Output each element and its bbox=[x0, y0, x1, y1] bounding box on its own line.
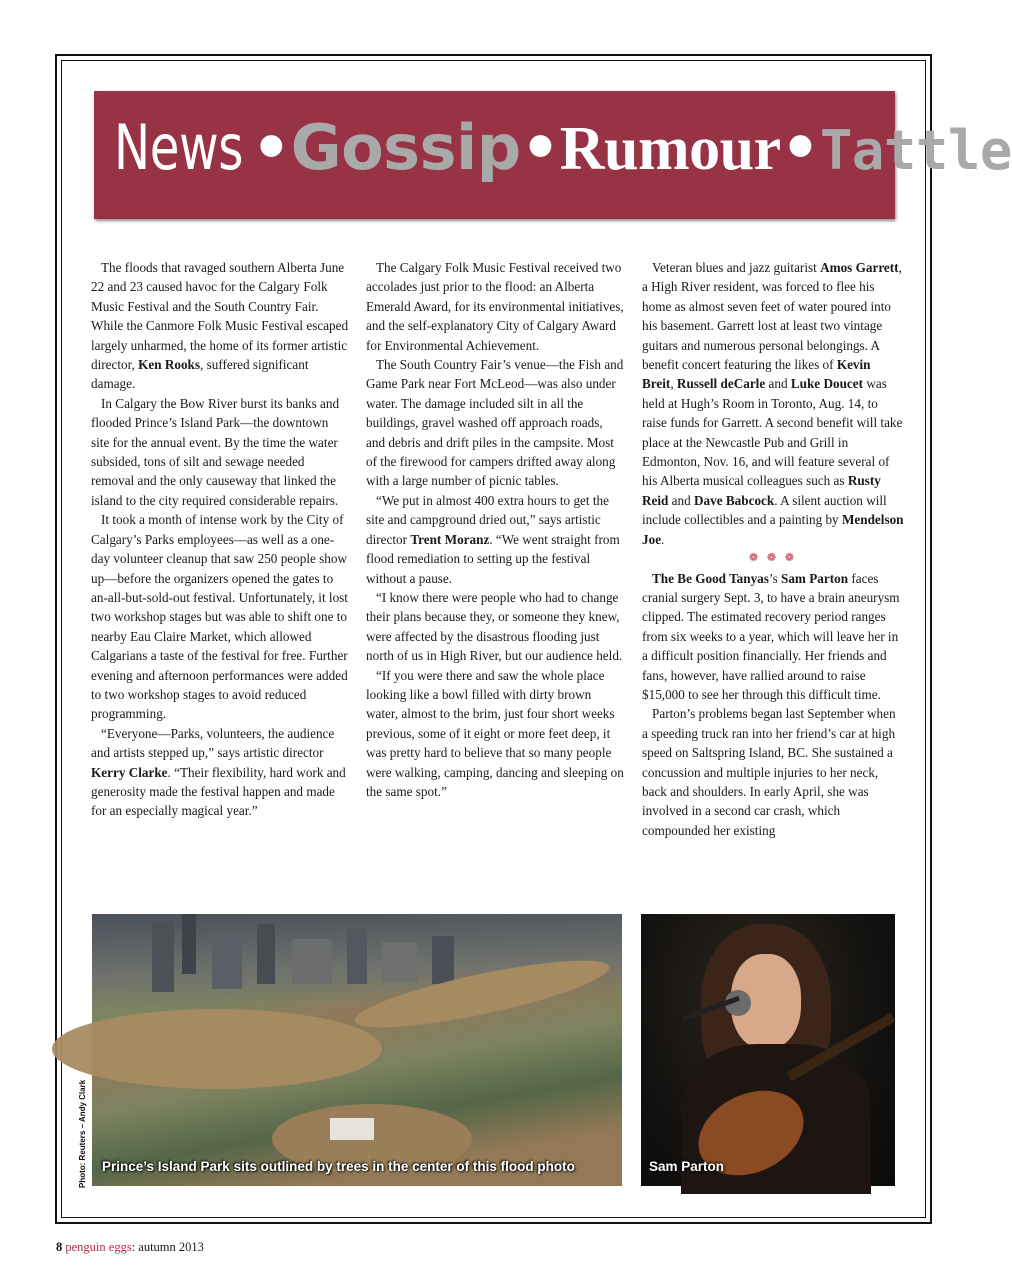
text: . “We went straight from flood remediation to setting up the festival without a pause. bbox=[366, 531, 620, 586]
article-column-3 bbox=[642, 258, 904, 840]
banner-dot: • bbox=[251, 111, 291, 184]
text: “We put in almost 400 extra hours to get the site and campground dried out,” says artistic director bbox=[366, 492, 609, 547]
text: . A silent auction will include collectibles and a painting by bbox=[642, 492, 887, 528]
banner-dot: • bbox=[520, 111, 560, 184]
paragraph bbox=[91, 724, 349, 821]
paragraph bbox=[642, 569, 904, 705]
building bbox=[382, 942, 417, 982]
name-highlight: The Be Good Tanyas bbox=[652, 570, 769, 586]
banner-word-rumour: Rumour bbox=[559, 115, 781, 183]
paragraph: “If you were there and saw the whole place looking like a bowl filled with dirty brown water, almost to the brim, just four short weeks previous, some of it eight or more feet deep, it was pretty hard to believe that so many people were walking, camping, dancing and sleeping on the same spot.” bbox=[366, 667, 624, 799]
article-column-2 bbox=[366, 258, 624, 801]
banner-title bbox=[114, 111, 1012, 184]
page-footer bbox=[56, 1240, 204, 1255]
section-banner bbox=[94, 91, 1012, 219]
text: , suffered significant damage. bbox=[91, 357, 309, 392]
text: . “Their flexibility, hard work and generosity made the festival happen and made for an especially magical year.” bbox=[91, 764, 346, 819]
text: Veteran blues and jazz guitarist bbox=[652, 260, 821, 275]
building bbox=[182, 914, 196, 974]
building bbox=[292, 939, 332, 984]
text: . bbox=[661, 531, 665, 547]
name-highlight: Mendelson Joe bbox=[642, 512, 904, 547]
text: , a High River resident, was forced to flee his home as almost seven feet of water poured into his basement. Garrett lost at least two vintage guitars and numerous personal belongings. A benefit concert featuring the likes of bbox=[642, 260, 902, 373]
name-highlight: Kerry Clarke bbox=[91, 764, 168, 780]
paragraph: The South Country Fair’s venue—the Fish and Game Park near Fort McLeod—was also under water. The damage included silt in all the buildings, gravel washed off approach roads, and debris and drift piles in the campsite. Most of the firewood for campers drifted away along with a large number of picnic tables. bbox=[366, 357, 624, 489]
parton-photo-caption: Sam Parton bbox=[649, 1159, 725, 1174]
sam-parton-photo bbox=[641, 914, 895, 1186]
exhibition-building bbox=[330, 1118, 374, 1140]
banner-word-tattle: Tattle bbox=[819, 119, 1012, 182]
building bbox=[257, 924, 275, 984]
paragraph: Parton’s problems began last September when a speeding truck ran into her friend’s car at high speed on Saltspring Island, BC. She sustained a concussion and multiple injuries to her neck, back and shoulders. In early April, she was involved in a second car crash, which compounded her existing bbox=[642, 706, 896, 838]
flood-aerial-photo bbox=[92, 914, 622, 1186]
text: was held at Hugh’s Room in Toronto, Aug. 14, to raise funds for Garrett. A second benefit will take place at the Newcastle Pub and Grill in Edmonton, Nov. 16, and will feature several of his Alberta musical colleagues such as bbox=[642, 376, 903, 489]
paragraph bbox=[642, 258, 904, 549]
banner-word-gossip: Gossip bbox=[290, 111, 521, 184]
article-column-1 bbox=[91, 258, 349, 821]
building bbox=[152, 922, 174, 992]
text: ’s bbox=[768, 570, 781, 586]
banner-word-news: News bbox=[114, 111, 244, 184]
text: , bbox=[670, 376, 677, 392]
text: and bbox=[765, 376, 791, 392]
name-highlight: Russell deCarle bbox=[676, 376, 766, 392]
text: The floods that ravaged southern Alberta June 22 and 23 caused havoc for the Calgary Folk Music Festival and the South Country Fair. While the Canmore Folk Music Festival escaped largely unharmed, the home of its former artistic director, bbox=[91, 260, 349, 373]
name-highlight: Kevin Breit bbox=[642, 357, 871, 392]
flooded-river bbox=[52, 1009, 382, 1089]
magazine-name: penguin eggs bbox=[62, 1240, 132, 1254]
building bbox=[347, 929, 367, 984]
flood-photo-caption: Prince’s Island Park sits outlined by trees in the center of this flood photo bbox=[102, 1159, 575, 1174]
name-highlight: Dave Babcock bbox=[694, 492, 775, 508]
name-highlight: Rusty Reid bbox=[642, 473, 881, 508]
paragraph: The Calgary Folk Music Festival received two accolades just prior to the flood: an Alberta Emerald Award, for its environmental initiatives, and the self-explanatory City of Calgary Award for Environmental Achievement. bbox=[366, 260, 624, 353]
name-highlight: Luke Doucet bbox=[790, 376, 864, 392]
paragraph: “I know there were people who had to change their plans because they, or someone they knew, were affected by the disastrous flooding just north of us in High River, but our audience held. bbox=[366, 589, 623, 664]
name-highlight: Ken Rooks bbox=[138, 357, 200, 373]
page-number: 8 bbox=[56, 1240, 63, 1254]
building bbox=[432, 936, 454, 984]
text: faces cranial surgery Sept. 3, to have a brain aneurysm clipped. The estimated recovery period ranges from six weeks to a year, which will leave her in a difficult position financially. Her friends and fans, however, have rallied around to raise $15,000 to see her through this difficult time. bbox=[642, 570, 900, 702]
name-highlight: Sam Parton bbox=[781, 570, 849, 586]
paragraph bbox=[366, 491, 624, 588]
issue-label: : autumn 2013 bbox=[131, 1240, 204, 1254]
building bbox=[212, 934, 242, 989]
name-highlight: Amos Garrett bbox=[820, 260, 899, 275]
section-separator-ornament: ❁ ❁ ❁ bbox=[748, 552, 798, 565]
text: “Everyone—Parks, volunteers, the audience and artists stepped up,” says artistic director bbox=[91, 725, 335, 761]
paragraph: In Calgary the Bow River burst its banks and flooded Prince’s Island Park—the downtown site for the annual event. By the time the water subsided, tons of silt and sewage needed removal and the only causeway that linked the island to the city required considerable repairs. bbox=[91, 395, 340, 508]
banner-dot: • bbox=[780, 111, 820, 184]
paragraph bbox=[91, 258, 349, 394]
photo-credit: Photo: Reuters – Andy Clark bbox=[78, 1079, 87, 1188]
text: and bbox=[668, 492, 695, 508]
name-highlight: Trent Moranz bbox=[410, 531, 490, 547]
paragraph: It took a month of intense work by the City of Calgary’s Parks employees—as well as a one-day volunteer cleanup that saw 250 people show up—before the organizers opened the gates to an-all-but-sold-out festival. Unfortunately, it lost two workshop stages but was able to shift one to nearby Eau Claire Market, which allowed Calgarians a taste of the festival for free. Further evening and afternoon performances were added to two workshop stages to avoid reduced programming. bbox=[91, 512, 348, 722]
